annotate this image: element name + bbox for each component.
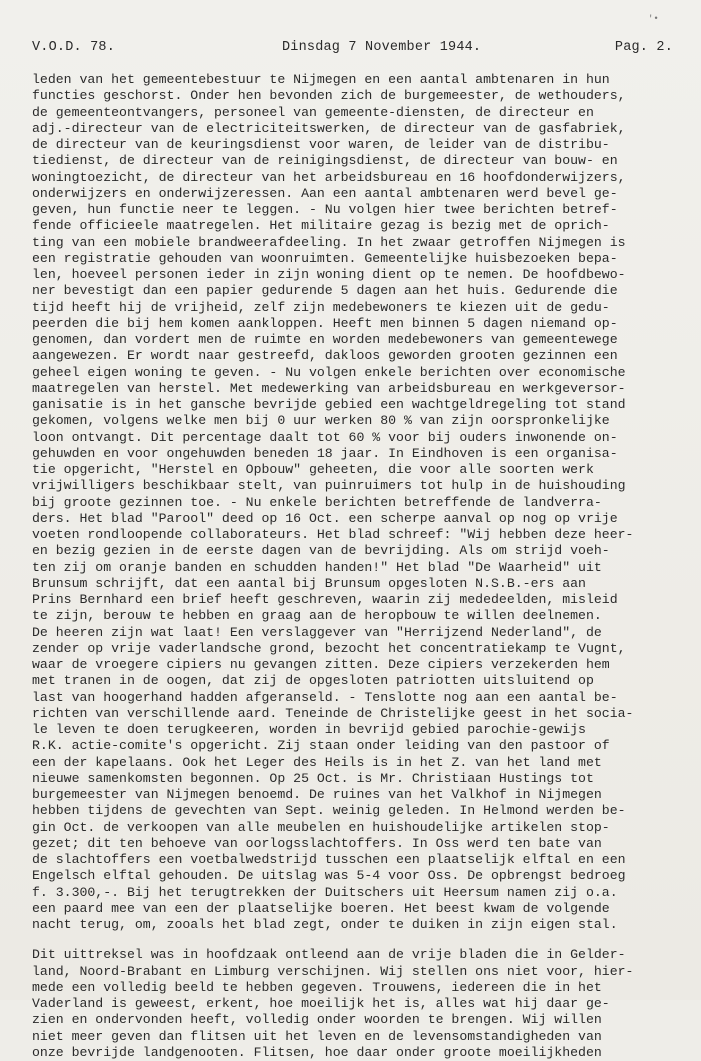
bulletin-date: Dinsdag 7 November 1944. [282,40,482,55]
text-line: mede een volledig beeld te hebben gegeven. Trouwens, iedereen die in het [32,979,602,995]
text-line: zender op vrije vaderlandsche grond, bezocht het concentratiekamp te Vugnt, [32,640,626,656]
text-line: Dit uittreksel was in hoofdzaak ontleend aan de vrije bladen die in Gelder- [32,947,626,963]
text-line: burgemeester van Nijmegen benoemd. De ruines van het Valkhof in Nijmegen [32,787,602,802]
text-line: Brunsum schrijft, dat een aantal bij Brunsum opgesloten N.S.B.-ers aan [32,575,586,591]
paragraph [32,947,682,1061]
text-line: vrijwilligers beschikbaar stelt, van puinruimers tot hulp in de huishouding [32,478,626,494]
text-line: maatregelen van herstel. Met medewerking van arbeidsbureau en werkgeversor- [32,380,626,396]
text-line: Vaderland is geweest, erkent, hoe moeilijk het is, alles wat hij daar ge- [32,996,610,1011]
text-line: richten van verschillende aard. Teneinde de Christelijke geest in het socia- [32,705,634,721]
paper-mark: '• [648,14,659,24]
text-line: ganisatie is in het gansche bevrijde gebied een wachtgeldregeling tot stand [32,397,626,412]
text-line: gezet; dit ten behoeve van oorlogsslachtoffers. In Oss werd ten bate van [32,835,602,851]
text-line: niet meer geven dan flitsen uit het leven en de levensomstandigheden van [32,1028,602,1044]
text-line: geheel eigen woning te geven. - Nu volgen enkele berichten over economische [32,364,626,380]
text-line: land, Noord-Brabant en Limburg verschijnen. Wij stellen ons niet voor, hier- [32,963,634,979]
text-line: waar de vroegere cipiers nu gevangen zitten. Deze cipiers verzekerden hem [32,657,610,672]
page-header [32,40,673,60]
text-line: ders. Het blad "Parool" deed op 16 Oct. een scherpe aanval op nog op vrije [32,510,618,526]
text-line: Engelsch elftal gehouden. De uitslag was 5-4 voor Oss. De opbrengst bedroeg [32,868,626,884]
text-line: nacht terug, om, zooals het blad zegt, onder te duiken in zijn eigen stal. [32,917,618,932]
text-line: Prins Bernhard een brief heeft geschreven, waarin zij mededeelden, misleid [32,592,618,607]
text-line: peerden die bij hem komen aankloppen. Heeft men binnen 5 dagen niemand op- [32,315,618,331]
text-line: voeten rondloopende collaborateurs. Het blad schreef: "Wij hebben deze heer- [32,527,634,542]
text-line: woningtoezicht, de directeur van het arbeidsbureau en 16 hoofdonderwijzers, [32,169,626,185]
text-line: nieuwe samenkomsten begonnen. Op 25 Oct. is Mr. Christiaan Hustings tot [32,770,594,786]
text-line: hebben tijdens de gevechten van Sept. weinig geleden. In Helmond werden be- [32,803,626,819]
text-line: met tranen in de oogen, dat zij de opgesloten patriotten uitsluitend op [32,673,594,689]
text-line: te zijn, berouw te hebben en graag aan de heropbouw te willen deelnemen. [32,608,602,624]
text-line: leden van het gemeentebestuur te Nijmegen en een aantal ambtenaren in hun [32,72,610,87]
text-line: geven, hun functie neer te leggen. - Nu volgen hier twee berichten betref- [32,202,618,217]
text-line: een registratie gehouden van woonruimten. Gemeentelijke huisbezoeken bepa- [32,250,618,266]
text-line: de directeur van de keuringsdienst voor waren, de leider van de distribu- [32,137,610,152]
text-line: f. 3.300,-. Bij het terugtrekken der Duitschers uit Heersum namen zij o.a. [32,884,618,900]
text-line: fende officieele maatregelen. Het militaire gezag is bezig met de oprich- [32,218,610,234]
text-line: de gemeenteontvangers, personeel van gemeente-diensten, de directeur en [32,104,594,120]
text-line: tiedienst, de directeur van de reinigingsdienst, de directeur van bouw- en [32,153,618,169]
text-line: R.K. actie-comite's opgericht. Zij staan onder leiding van den pastoor of [32,738,610,754]
text-line: loon ontvangt. Dit percentage daalt tot 60 % voor bij ouders inwonende on- [32,429,618,445]
text-line: tijd heeft hij de vrijheid, zelf zijn medebewoners te kiezen uit de gedu- [32,299,610,315]
text-line: last van hoogerhand hadden afgeranseld. - Tenslotte nog aan een aantal be- [32,689,618,705]
text-line: functies geschorst. Onder hen bevonden zich de burgemeester, de wethouders, [32,88,626,104]
text-line: le leven te doen terugkeeren, worden in bevrijd gebied parochie-gewijs [32,722,586,737]
text-line: aangewezen. Er wordt naar gestreefd, dakloos geworden grooten gezinnen een [32,348,618,364]
paragraph [32,72,682,933]
text-line: len, hoeveel personen ieder in zijn woning dient op te nemen. De hoofdbewo- [32,267,626,282]
text-line: ner bevestigt dan een papier gedurende 5 dagen aan het huis. Gedurende die [32,283,618,299]
text-line: onderwijzers en onderwijzeressen. Aan een aantal ambtenaren werd bevel ge- [32,185,618,201]
bulletin-reference: V.O.D. 78. [32,40,116,55]
text-line: ting van een mobiele brandweerafdeeling. In het zwaar getroffen Nijmegen is [32,234,626,250]
text-line: een der kapelaans. Ook het Leger des Heils is in het Z. van het land met [32,754,602,770]
text-line: de slachtoffers een voetbalwedstrijd tusschen een plaatselijk elftal en een [32,852,626,867]
text-line: ten zij om oranje banden en schudden handen!" Het blad "De Waarheid" uit [32,559,602,575]
page-number: Pag. 2. [614,40,673,55]
text-line: genomen, dan vordert men de ruimte en worden medebewoners van gemeentewege [32,332,618,347]
text-line: zien en ondervonden heeft, volledig onder woorden te brengen. Wij willen [32,1012,602,1028]
text-line: gehuwden en voor ongehuwden beneden 18 jaar. In Eindhoven is een organisa- [32,445,618,461]
text-line: gin Oct. de verkoopen van alle meubelen en huishoudelijke artikelen stop- [32,819,610,835]
text-line: bij groote gezinnen toe. - Nu enkele berichten betreffende de landverra- [32,494,602,510]
document-body [32,72,682,1061]
text-line: een paard mee van een der plaatselijke boeren. Het beest kwam de volgende [32,900,610,916]
text-line: adj.-directeur van de electriciteitswerken, de directeur van de gasfabriek, [32,120,626,136]
text-line: gekomen, volgens welke men bij 0 uur werken 80 % van zijn oorspronkelijke [32,413,610,429]
text-line: De heeren zijn wat laat! Een verslaggever van "Herrijzend Nederland", de [32,624,602,640]
text-line: onze bevrijde landgenooten. Flitsen, hoe daar onder groote moeilijkheden [32,1044,602,1060]
text-line: tie opgericht, "Herstel en Opbouw" geheeten, die voor alle soorten werk [32,462,594,477]
text-line: en bezig gezien in de eerste dagen van de bevrijding. Als om strijd voeh- [32,543,610,559]
